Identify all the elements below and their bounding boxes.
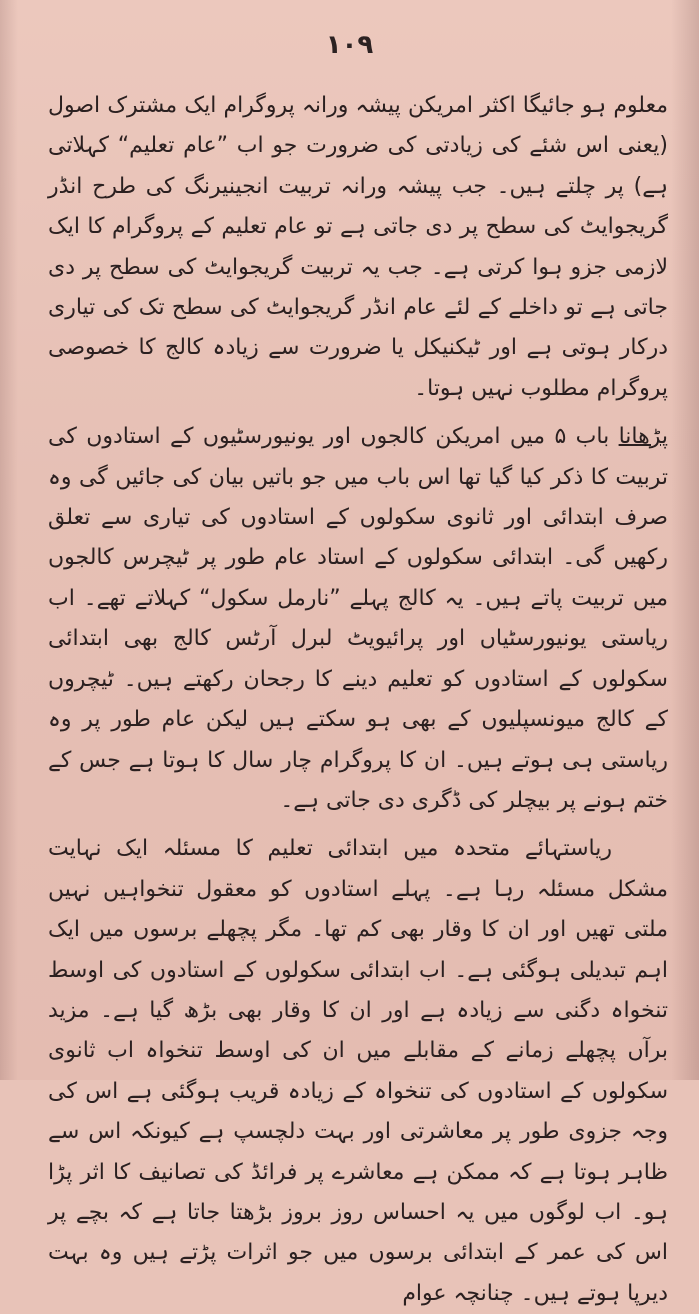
page-number: ۱۰۹: [325, 30, 374, 60]
body-text: [48, 86, 668, 1314]
section-heading-teaching: پڑھانا: [618, 424, 668, 450]
paragraph-1: معلوم ہو جائیگا اکثر امریکن پیشہ ورانہ پروگرام ایک مشترک اصول (یعنی اس شئے کی زیادتی کی ضرورت جو اب ”عام تعلیم“ کہلاتی ہے) پر چلتے ہیں۔ جب پیشہ ورانہ تربیت انجینیرنگ کی طرح انڈر گریجوایٹ کی سطح پر دی جاتی ہے تو عام تعلیم کے پروگرام کا ایک لازمی جزو ہوا کرتی ہے۔ جب یہ تربیت گریجوایٹ کی سطح پر دی جاتی ہے تو داخلے کے لئے عام انڈر گریجوایٹ کی سطح تک کی تیاری درکار ہوتی ہے اور ٹیکنیکل یا ضرورت سے زیادہ کالج کا خصوصی پروگرام مطلوب نہیں ہوتا۔: [48, 93, 668, 401]
page-gutter-shadow: [0, 0, 18, 1080]
page-edge-shadow: [671, 0, 699, 1080]
paragraph-2: [48, 417, 668, 821]
paragraph-2-text: باب ۵ میں امریکن کالجوں اور یونیورسٹیوں کے استادوں کی تربیت کا ذکر کیا گیا تھا اس باب میں جو باتیں بیان کی جائیں گی وہ صرف ابتدائی اور ثانوی سکولوں کے استادوں کی تیاری سے تعلق رکھیں گی۔ ابتدائی سکولوں کے استاد عام طور پر ٹیچرس کالجوں میں تربیت پاتے ہیں۔ یہ کالج پہلے ”نارمل سکول“ کہلاتے تھے۔ اب ریاستی یونیورسٹیاں اور پرائیویٹ لبرل آرٹس کالج بھی ابتدائی سکولوں کے استادوں کو تعلیم دینے کا رجحان رکھتے ہیں۔ ٹیچروں کے کالج میونسپلیوں کے بھی ہو سکتے ہیں لیکن عام طور پر وہ ریاستی ہی ہوتے ہیں۔ ان کا پروگرام چار سال کا ہوتا ہے جس کے ختم ہونے پر بیچلر کی ڈگری دی جاتی ہے۔: [48, 424, 668, 813]
paragraph-3: ریاستہائے متحدہ میں ابتدائی تعلیم کا مسئلہ ایک نہایت مشکل مسئلہ رہا ہے۔ پہلے استادوں کو معقول تنخواہیں نہیں ملتی تھیں اور ان کا وقار بھی کم تھا۔ مگر پچھلے برسوں میں ایک اہم تبدیلی ہوگئی ہے۔ اب ابتدائی سکولوں کے استادوں کی اوسط تنخواہ دگنی سے زیادہ ہے اور ان کا وقار بھی بڑھ گیا ہے۔ مزید برآں پچھلے زمانے کے مقابلے میں ان کی اوسط تنخواہ اب ثانوی سکولوں کے استادوں کی تنخواہ کے زیادہ قریب ہوگئی ہے اس کی وجہ جزوی طور پر معاشرتی اور بہت دلچسپ ہے کیونکہ اس سے ظاہر ہوتا ہے کہ ممکن ہے معاشرے پر فرائڈ کی تصانیف کا اثر پڑا ہو۔ اب لوگوں میں یہ احساس روز بروز بڑھتا جاتا ہے کہ بچے پر اس کی عمر کے ابتدائی برسوں میں جو اثرات پڑتے ہیں وہ بہت دیرپا ہوتے ہیں۔ چنانچہ عوام: [48, 836, 668, 1306]
